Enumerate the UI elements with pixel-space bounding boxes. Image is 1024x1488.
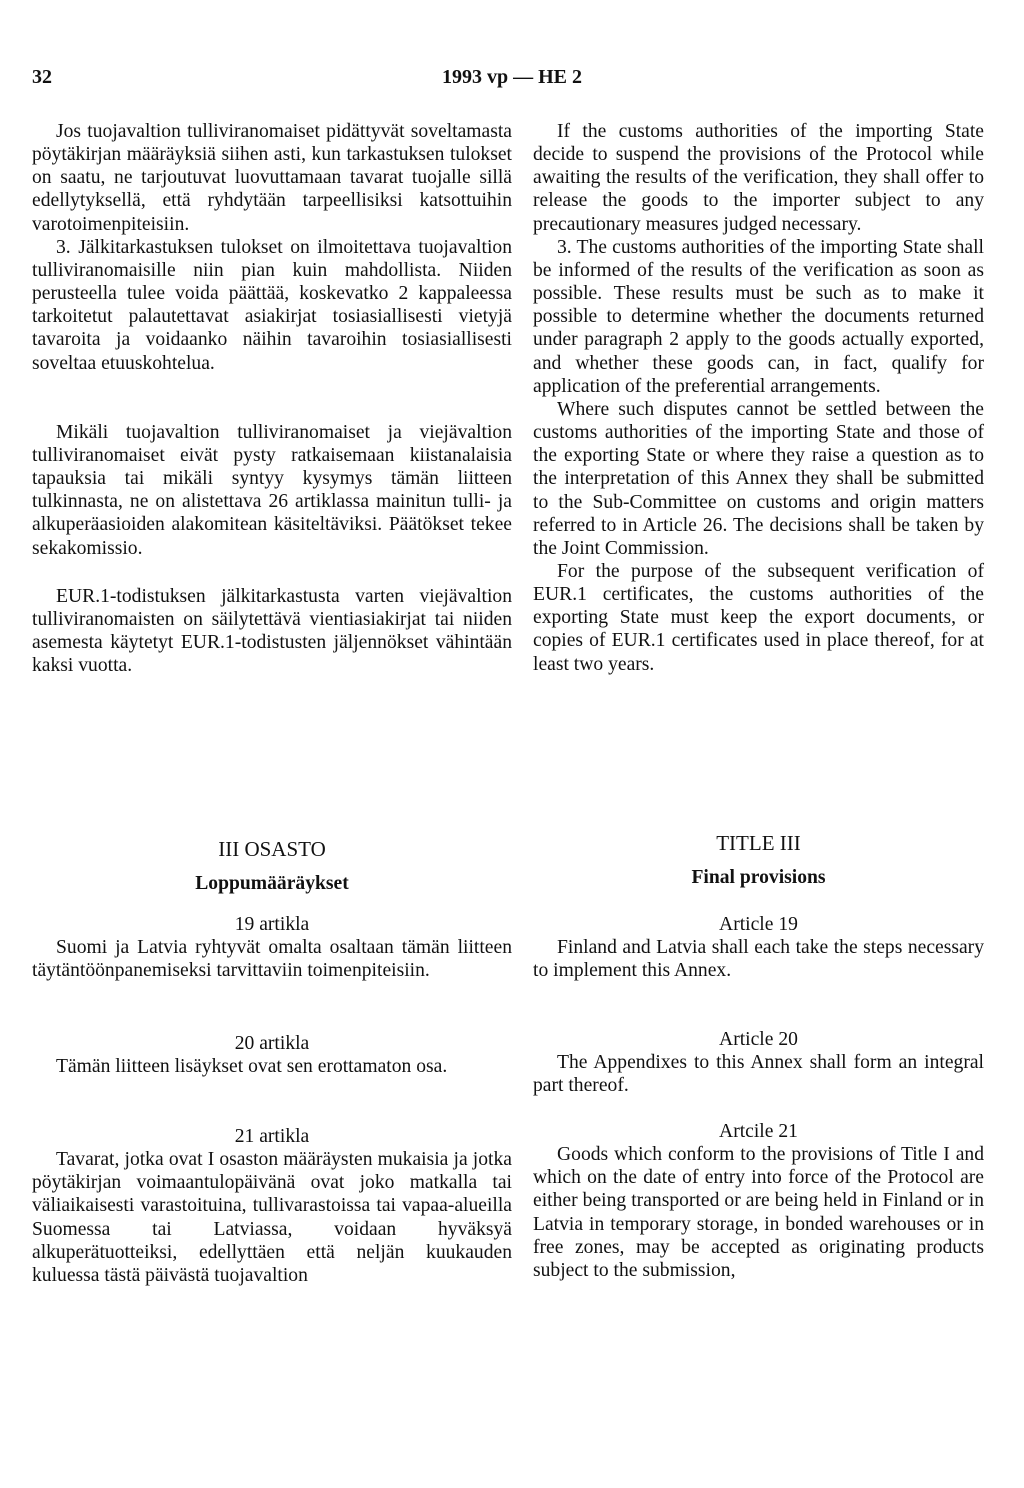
finnish-paragraph: EUR.1-todistuksen jälkitarkastusta varten viejävaltion tulliviranomaisten on säilytettävä vientiasiakirjat tai niiden asemesta käytetyt EUR.1-todistusten jäljennökset vähintään kaksi vuotta. [32, 585, 512, 677]
article-body: Tavarat, jotka ovat I osaston määräysten mukaisia ja jotka pöytäkirjan voimaantulopäivänä ovat joko matkalla tai väliaikaisesti varastoituina, tullivarastoissa tai vapaa-alueilla Suomessa tai Latviassa, voidaan hyväksyä alkuperätuotteiksi, edellyttäen että neljän kuukauden kuluessa tästä päivästä tuojavaltion [32, 1149, 512, 1286]
finnish-paragraph: Jos tuojavaltion tulliviranomaiset pidättyvät soveltamasta pöytäkirjan määräyksiä siihen asti, kun tarkastuksen tulokset on saatu, ne tarjoutuvat luovuttamaan tavarat tuojalle sillä edellytyksellä, että ryhdytään tarpeellisiksi katsottuihin varotoimenpiteisiin. [32, 121, 512, 235]
english-article-19 [533, 913, 984, 982]
english-paragraph: 3. The customs authorities of the importing State shall be informed of the results of the verification as soon as possible. These results must be such as to make it possible to determine whether the documents returned under paragraph 2 apply to the goods actually exported, and whether these goods can, in fact, qualify for application of the preferential arrangements. [533, 236, 984, 397]
finnish-article-21 [32, 1125, 512, 1287]
finnish-paragraph: Mikäli tuojavaltion tulliviranomaiset ja viejävaltion tulliviranomaiset eivät pysty ratkaisemaan kiistanalaisia tapauksia tai mikäli syntyy kysymys tämän liitteen tulkinnasta, ne on alistettava 26 artiklassa mainitun tulli- ja alkuperäasioiden alakomitean käsiteltäviksi. Päätökset tekee sekakomissio. [32, 421, 512, 559]
finnish-section-heading: III OSASTO [218, 837, 326, 861]
finnish-paragraph: 3. Jälkitarkastuksen tulokset on ilmoitettava tuojavaltion tulliviranomaisille niin pian kuin mahdollista. Niiden perusteella tulee voida päättää, koskevatko 2 kappaleessa tarkoitetut palautettavat asiakirjat tosiasiallisesti vietyjä tavaroita ja voidaanko näihin tavaroihin tosiasiallisesti soveltaa etuuskohtelua. [32, 236, 512, 374]
finnish-section-subheading: Loppumääräykset [195, 873, 349, 894]
english-column [533, 120, 984, 676]
article-body: Finland and Latvia shall each take the steps necessary to implement this Annex. [533, 937, 984, 982]
article-title: 19 artikla [234, 914, 310, 935]
page-number: 32 [32, 66, 52, 88]
article-title: Article 19 [719, 914, 798, 935]
english-section-heading: TITLE III [716, 831, 801, 855]
running-head: 1993 vp — HE 2 [441, 66, 583, 88]
article-body: Tämän liitteen lisäykset ovat sen erottamaton osa. [56, 1056, 448, 1078]
english-paragraph: Where such disputes cannot be settled between the customs authorities of the importing State and those of the exporting State or where they raise a question as to the interpretation of this Annex they shall be submitted to the Sub-Committee on customs and origin matters referred to in Article 26. The decisions shall be taken by the Joint Commission. [533, 398, 984, 559]
finnish-article-19 [32, 913, 512, 982]
finnish-column [32, 120, 512, 677]
article-title: Article 20 [719, 1029, 798, 1050]
article-body: Suomi ja Latvia ryhtyvät omalta osaltaan tämän liitteen täytäntöönpanemiseksi tarvittaviin toimenpiteisiin. [32, 937, 512, 982]
article-title: Artcile 21 [719, 1121, 798, 1142]
finnish-article-20 [32, 1032, 512, 1078]
english-paragraph: If the customs authorities of the importing State decide to suspend the provisions of the Protocol while awaiting the results of the verification, they shall offer to release the goods to the importer subject to any precautionary measures judged necessary. [533, 121, 984, 235]
article-body: Goods which conform to the provisions of Title I and which on the date of entry into force of the Protocol are either being transported or are being held in Finland or in Latvia in temporary storage, in bonded warehouses or in free zones, may be accepted as originating products subject to the submission, [533, 1144, 984, 1281]
article-body: The Appendixes to this Annex shall form an integral part thereof. [533, 1052, 984, 1097]
english-article-20 [533, 1028, 984, 1097]
english-article-21 [533, 1120, 984, 1282]
english-section-subheading: Final provisions [691, 867, 826, 888]
article-title: 20 artikla [234, 1033, 310, 1054]
article-title: 21 artikla [234, 1126, 310, 1147]
english-paragraph: For the purpose of the subsequent verification of EUR.1 certificates, the customs authorities of the exporting State must keep the export documents, or copies of EUR.1 certificates used in place thereof, for at least two years. [533, 560, 984, 675]
